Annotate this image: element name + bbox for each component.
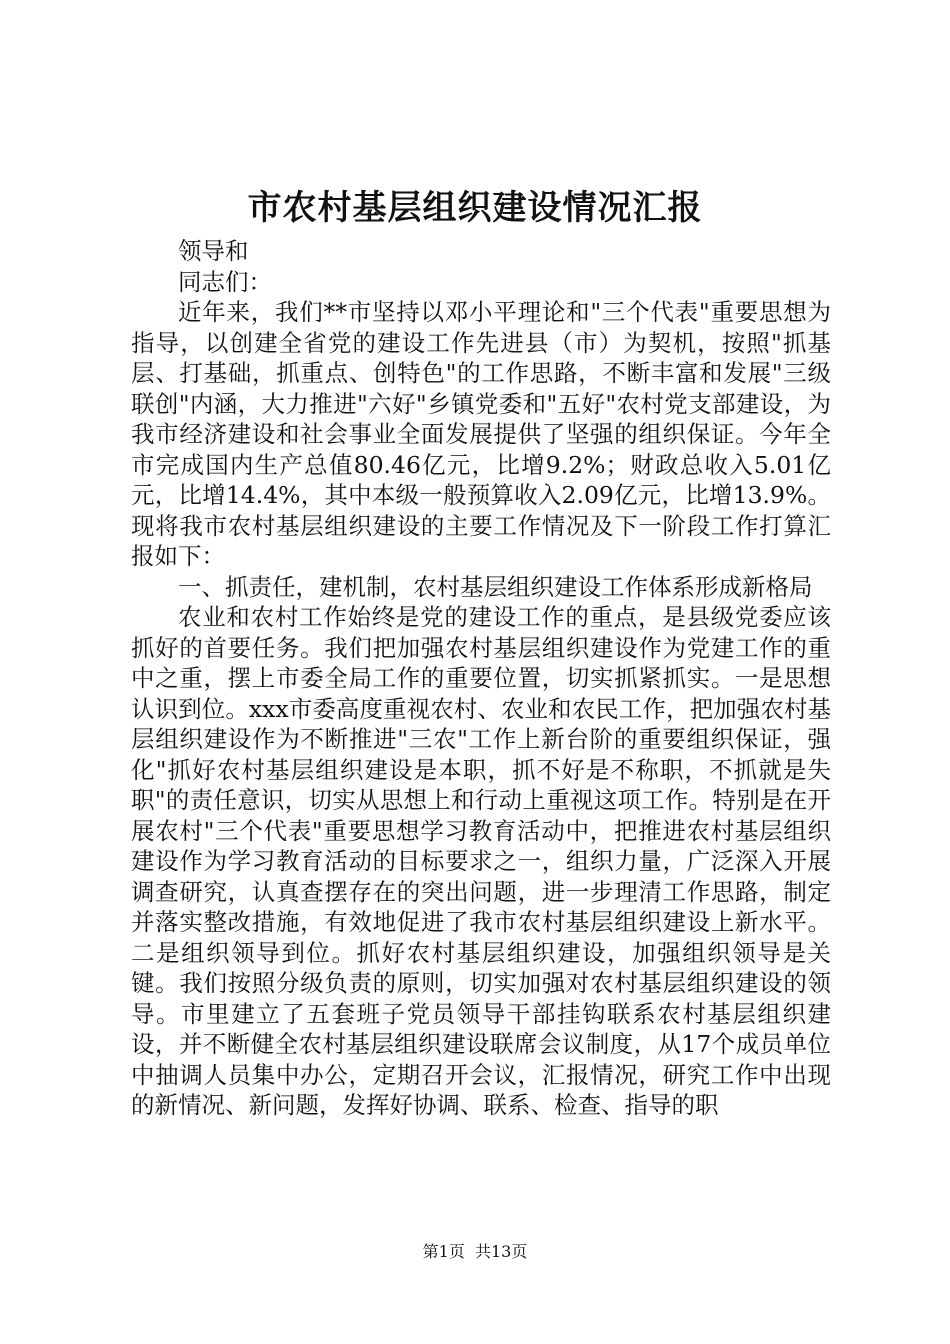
document-body: [131, 236, 831, 1121]
page-number: 第1页 共13页: [422, 1242, 528, 1261]
page-title: 市农村基层组织建设情况汇报: [247, 188, 703, 228]
paragraph-intro: 近年来，我们**市坚持以邓小平理论和"三个代表"重要思想为指导，以创建全省党的建设工作先进县（市）为契机，按照"抓基层、打基础，抓重点、创特色"的工作思路，不断丰富和发展"三级联创"内涵，大力推进"六好"乡镇党委和"五好"农村党支部建设，为我市经济建设和社会事业全面发展提供了坚强的组织保证。今年全市完成国内生产总值80.46亿元，比增9.2%；财政总收入5.01亿元，比增14.4%，其中本级一般预算收入2.09亿元，比增13.9%。现将我市农村基层组织建设的主要工作情况及下一阶段工作打算汇报如下：: [131, 298, 831, 570]
page-footer: [0, 1241, 950, 1263]
paragraph-section-1: 农业和农村工作始终是党的建设工作的重点，是县级党委应该抓好的首要任务。我们把加强农村基层组织建设作为党建工作的重中之重，摆上市委全局工作的重要位置，切实抓紧抓实。一是思想认识到位。xxx市委高度重视农村、农业和农民工作，把加强农村基层组织建设作为不断推进"三农"工作上新台阶的重要组织保证，强化"抓好农村基层组织建设是本职，抓不好是不称职，不抓就是失职"的责任意识，切实从思想上和行动上重视这项工作。特别是在开展农村"三个代表"重要思想学习教育活动中，把推进农村基层组织建设作为学习教育活动的目标要求之一，组织力量，广泛深入开展调查研究，认真查摆存在的突出问题，进一步理清工作思路，制定并落实整改措施，有效地促进了我市农村基层组织建设上新水平。二是组织领导到位。抓好农村基层组织建设，加强组织领导是关键。我们按照分级负责的原则，切实加强对农村基层组织建设的领导。市里建立了五套班子党员领导干部挂钩联系农村基层组织建设，并不断健全农村基层组织建设联席会议制度，从17个成员单位中抽调人员集中办公，定期召开会议，汇报情况，研究工作中出现的新情况、新问题，发挥好协调、联系、检查、指导的职: [131, 603, 831, 1119]
salutation-line-1: 领导和: [178, 237, 249, 265]
salutation-line-2: 同志们：: [178, 267, 272, 296]
section-heading-1: 一、抓责任，建机制，农村基层组织建设工作体系形成新格局: [178, 572, 813, 601]
